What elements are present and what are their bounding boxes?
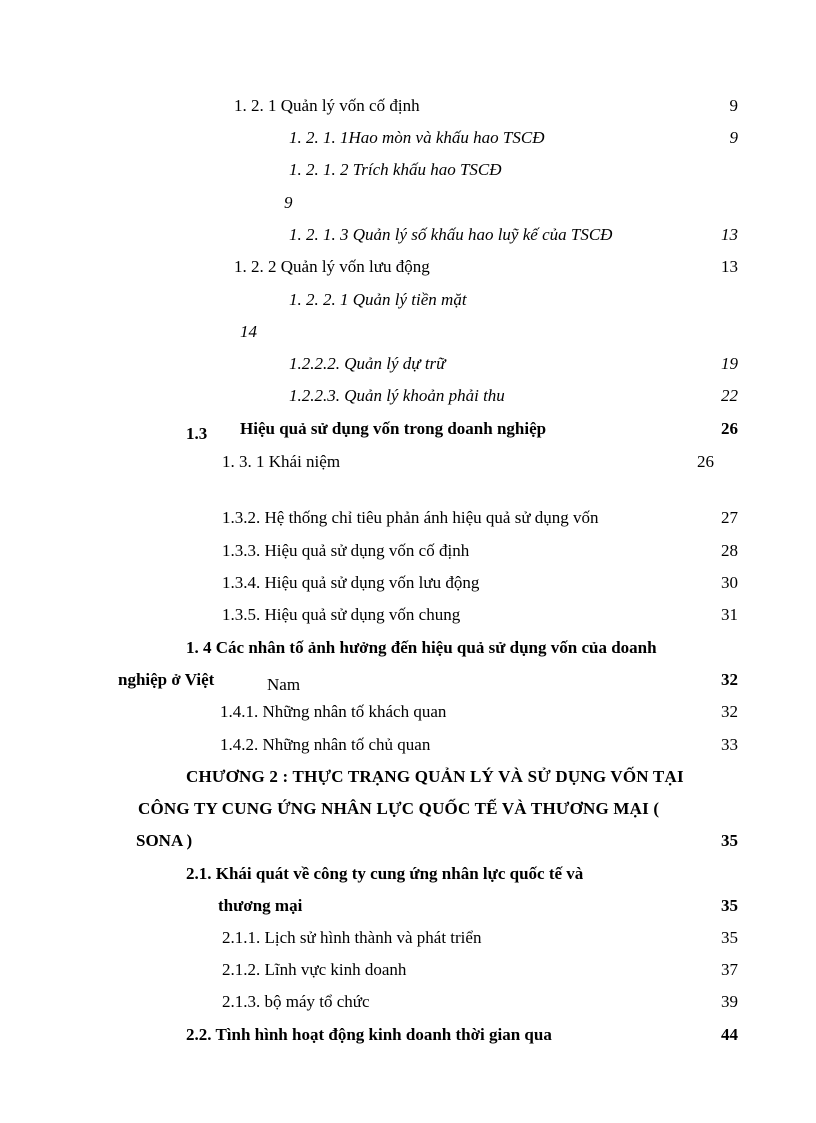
toc-entry-page: 39 (721, 992, 738, 1011)
chapter-heading-cont[interactable]: CÔNG TY CUNG ỨNG NHÂN LỰC QUỐC TẾ VÀ THƯƠNG MẠI ( (138, 799, 660, 818)
toc-entry-page: 13 (721, 257, 738, 276)
toc-entry-page: 30 (721, 573, 738, 592)
toc-entry-page: 31 (721, 605, 738, 624)
toc-entry-title[interactable]: 1. 3. 1 Khái niệm (222, 452, 341, 471)
toc-entry-title[interactable]: 1.4.2. Những nhân tố chủ quan (220, 735, 431, 754)
toc-entry-page: 27 (721, 508, 738, 527)
toc-entry-title[interactable]: 2.1.2. Lĩnh vực kinh doanh (222, 960, 407, 979)
toc-entry-title[interactable]: 2.1.1. Lịch sử hình thành và phát triển (222, 928, 482, 947)
toc-entry-page: 9 (729, 96, 738, 115)
toc-entry-title[interactable]: 2.1. Khái quát về công ty cung ứng nhân lực quốc tế và (186, 864, 584, 883)
toc-entry-title[interactable]: 1.3.2. Hệ thống chỉ tiêu phản ánh hiệu quả sử dụng vốn (222, 508, 599, 527)
toc-entry-page: 35 (721, 831, 738, 850)
toc-entry-title[interactable]: 1.2.2.2. Quản lý dự trữ (289, 354, 446, 373)
toc-entry-title[interactable]: 1. 2. 1. 2 Trích khấu hao TSCĐ (289, 160, 502, 179)
toc-entry-page: 44 (721, 1025, 738, 1044)
toc-entry-page: 28 (721, 541, 738, 560)
toc-entry-page: 26 (721, 419, 738, 438)
toc-entry-title[interactable]: 1. 4 Các nhân tố ảnh hưởng đến hiệu quả sử dụng vốn của doanh (186, 638, 657, 657)
toc-entry-title[interactable]: 1.3.3. Hiệu quả sử dụng vốn cố định (222, 541, 470, 560)
toc-entry-page: 35 (721, 928, 738, 947)
toc-entry-title[interactable]: 2.1.3. bộ máy tổ chức (222, 992, 370, 1011)
toc-entry-title[interactable]: 1.3.5. Hiệu quả sử dụng vốn chung (222, 605, 461, 624)
toc-entry-title[interactable]: 1. 2. 1. 3 Quản lý số khấu hao luỹ kế của TSCĐ (289, 225, 613, 244)
toc-entry-title[interactable]: 1. 2. 1 Quản lý vốn cố định (234, 96, 420, 115)
toc-entry-page: 9 (729, 128, 738, 147)
toc-entry-title[interactable]: 1. 2. 2. 1 Quản lý tiền mặt (289, 290, 467, 309)
toc-entry-page: 26 (697, 452, 714, 471)
toc-entry-title[interactable]: Hiệu quả sử dụng vốn trong doanh nghiệp (240, 419, 547, 438)
toc-entry-page: 32 (721, 670, 738, 689)
toc-entry-title[interactable]: 2.2. Tình hình hoạt động kinh doanh thời gian qua (186, 1025, 552, 1044)
toc-entry-title[interactable]: 1. 2. 1. 1Hao mòn và khấu hao TSCĐ (289, 128, 545, 147)
toc-entry-title[interactable]: 1.3.4. Hiệu quả sử dụng vốn lưu động (222, 573, 480, 592)
toc-entry-page: 13 (721, 225, 738, 244)
toc-entry-page: 19 (721, 354, 738, 373)
toc-entry-page: 9 (284, 193, 293, 212)
chapter-heading[interactable]: CHƯƠNG 2 : THỰC TRẠNG QUẢN LÝ VÀ SỬ DỤNG VỐN TẠI (186, 767, 684, 786)
toc-entry-page: 14 (240, 322, 257, 341)
toc-entry-page: 22 (721, 386, 738, 405)
toc-entry-title[interactable]: 1.2.2.3. Quản lý khoản phải thu (289, 386, 505, 405)
toc-entry-title[interactable]: 1. 2. 2 Quản lý vốn lưu động (234, 257, 430, 276)
toc-entry-page: 35 (721, 896, 738, 915)
toc-entry-number: 1.3 (186, 424, 208, 443)
toc-entry-title-cont[interactable]: Nam (267, 675, 301, 694)
toc-entry-title-cont[interactable]: nghiệp ở Việt (118, 670, 215, 689)
toc-entry-title[interactable]: 1.4.1. Những nhân tố khách quan (220, 702, 447, 721)
chapter-heading-cont[interactable]: SONA ) (136, 831, 193, 850)
toc-entry-page: 37 (721, 960, 738, 979)
toc-entry-page: 33 (721, 735, 738, 754)
toc-entry-page: 32 (721, 702, 738, 721)
toc-entry-title-cont[interactable]: thương mại (218, 896, 303, 915)
